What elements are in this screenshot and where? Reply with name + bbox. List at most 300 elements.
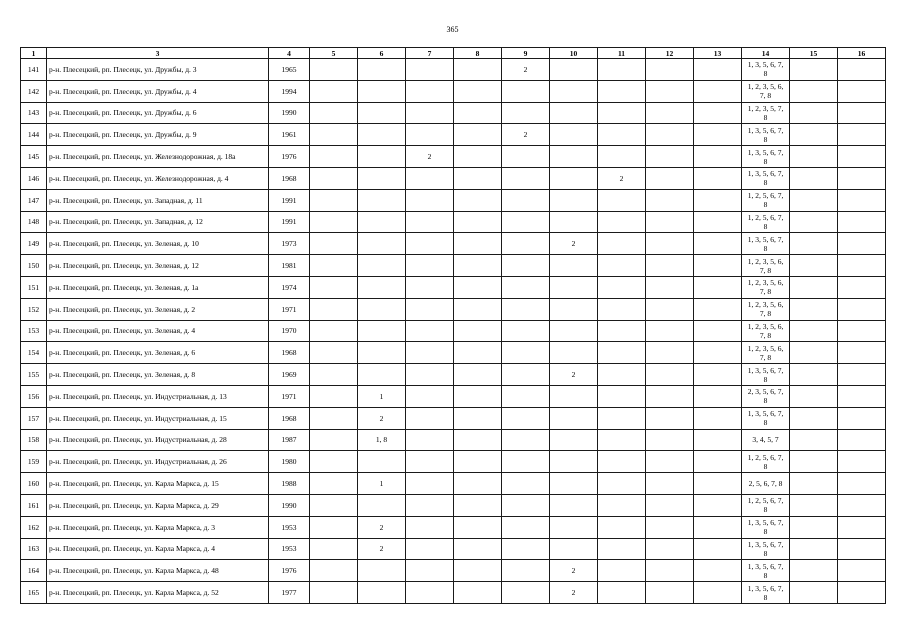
cell-col-8	[454, 233, 502, 255]
cell-col-13	[694, 80, 742, 102]
cell-col-7	[406, 189, 454, 211]
cell-col-14: 1, 2, 5, 6, 7, 8	[742, 211, 790, 233]
cell-col-9	[502, 451, 550, 473]
cell-col-15	[790, 385, 838, 407]
cell-col-6	[358, 146, 406, 168]
cell-col-5	[310, 211, 358, 233]
cell-col-5	[310, 102, 358, 124]
cell-col-14: 1, 2, 3, 5, 6, 7, 8	[742, 298, 790, 320]
cell-row-number: 143	[21, 102, 47, 124]
cell-col-7	[406, 429, 454, 451]
header-cell-row-number: 1	[21, 48, 47, 59]
cell-col-11	[598, 189, 646, 211]
cell-col-6	[358, 124, 406, 146]
cell-col-14: 1, 3, 5, 6, 7, 8	[742, 233, 790, 255]
cell-col-13	[694, 538, 742, 560]
cell-col-13	[694, 124, 742, 146]
cell-col-10: 2	[550, 233, 598, 255]
cell-col-14: 1, 3, 5, 6, 7, 8	[742, 560, 790, 582]
cell-col-8	[454, 211, 502, 233]
cell-col-14: 3, 4, 5, 7	[742, 429, 790, 451]
cell-col-14: 1, 3, 5, 6, 7, 8	[742, 146, 790, 168]
cell-col-14: 1, 3, 5, 6, 7, 8	[742, 59, 790, 81]
table-row	[21, 407, 886, 429]
cell-col-9	[502, 233, 550, 255]
cell-col-13	[694, 516, 742, 538]
cell-col-13	[694, 276, 742, 298]
cell-year: 1990	[269, 102, 310, 124]
cell-col-14: 1, 2, 3, 5, 6, 7, 8	[742, 320, 790, 342]
cell-col-9	[502, 516, 550, 538]
cell-col-15	[790, 342, 838, 364]
cell-col-7	[406, 255, 454, 277]
cell-col-10: 2	[550, 364, 598, 386]
cell-col-11	[598, 255, 646, 277]
header-cell-col-16: 16	[838, 48, 886, 59]
cell-col-5	[310, 516, 358, 538]
cell-col-7	[406, 80, 454, 102]
cell-year: 1953	[269, 538, 310, 560]
cell-col-9	[502, 385, 550, 407]
cell-col-5	[310, 385, 358, 407]
cell-address: р-н. Плесецкий, рп. Плесецк, ул. Дружбы, д. 6	[47, 102, 269, 124]
cell-col-9	[502, 582, 550, 604]
cell-col-12	[646, 364, 694, 386]
cell-col-9	[502, 146, 550, 168]
cell-col-7	[406, 516, 454, 538]
cell-col-7	[406, 407, 454, 429]
cell-address: р-н. Плесецкий, рп. Плесецк, ул. Зеленая, д. 12	[47, 255, 269, 277]
header-cell-col-8: 8	[454, 48, 502, 59]
cell-col-9	[502, 560, 550, 582]
cell-col-13	[694, 211, 742, 233]
cell-col-7	[406, 473, 454, 495]
cell-col-8	[454, 407, 502, 429]
cell-col-9	[502, 429, 550, 451]
table-row	[21, 167, 886, 189]
cell-address: р-н. Плесецкий, рп. Плесецк, ул. Зеленая, д. 4	[47, 320, 269, 342]
cell-col-9	[502, 255, 550, 277]
cell-row-number: 161	[21, 494, 47, 516]
cell-col-5	[310, 407, 358, 429]
cell-col-8	[454, 451, 502, 473]
cell-col-6: 2	[358, 516, 406, 538]
cell-year: 1974	[269, 276, 310, 298]
cell-col-15	[790, 59, 838, 81]
cell-col-13	[694, 320, 742, 342]
cell-col-10	[550, 473, 598, 495]
cell-col-7	[406, 320, 454, 342]
cell-col-10	[550, 516, 598, 538]
cell-col-13	[694, 146, 742, 168]
table-row	[21, 560, 886, 582]
cell-row-number: 147	[21, 189, 47, 211]
cell-col-12	[646, 538, 694, 560]
table-row	[21, 473, 886, 495]
cell-col-15	[790, 255, 838, 277]
cell-col-9	[502, 80, 550, 102]
cell-col-6: 1	[358, 385, 406, 407]
cell-year: 1981	[269, 255, 310, 277]
cell-col-16	[838, 211, 886, 233]
cell-address: р-н. Плесецкий, рп. Плесецк, ул. Индустриальная, д. 28	[47, 429, 269, 451]
cell-col-7	[406, 298, 454, 320]
cell-address: р-н. Плесецкий, рп. Плесецк, ул. Индустриальная, д. 15	[47, 407, 269, 429]
cell-col-11	[598, 494, 646, 516]
cell-col-11	[598, 364, 646, 386]
cell-col-6: 2	[358, 407, 406, 429]
table-row	[21, 59, 886, 81]
cell-year: 1994	[269, 80, 310, 102]
cell-address: р-н. Плесецкий, рп. Плесецк, ул. Карла Маркса, д. 29	[47, 494, 269, 516]
cell-col-16	[838, 124, 886, 146]
cell-address: р-н. Плесецкий, рп. Плесецк, ул. Зеленая, д. 6	[47, 342, 269, 364]
cell-col-15	[790, 124, 838, 146]
cell-col-11	[598, 102, 646, 124]
cell-col-7	[406, 342, 454, 364]
cell-col-14: 1, 2, 5, 6, 7, 8	[742, 494, 790, 516]
cell-col-15	[790, 407, 838, 429]
cell-col-13	[694, 407, 742, 429]
cell-col-15	[790, 364, 838, 386]
cell-col-5	[310, 582, 358, 604]
cell-col-8	[454, 516, 502, 538]
cell-row-number: 156	[21, 385, 47, 407]
cell-col-10	[550, 429, 598, 451]
cell-year: 1968	[269, 407, 310, 429]
cell-col-16	[838, 538, 886, 560]
cell-col-5	[310, 342, 358, 364]
table-row	[21, 102, 886, 124]
cell-col-9: 2	[502, 59, 550, 81]
table-row	[21, 124, 886, 146]
table-header	[21, 48, 886, 59]
cell-col-10	[550, 102, 598, 124]
cell-col-7	[406, 494, 454, 516]
cell-col-12	[646, 298, 694, 320]
header-cell-col-11: 11	[598, 48, 646, 59]
cell-col-5	[310, 320, 358, 342]
cell-col-5	[310, 124, 358, 146]
cell-col-7	[406, 124, 454, 146]
cell-address: р-н. Плесецкий, рп. Плесецк, ул. Карла Маркса, д. 3	[47, 516, 269, 538]
table-row	[21, 342, 886, 364]
cell-col-10	[550, 407, 598, 429]
cell-col-7	[406, 582, 454, 604]
cell-col-5	[310, 451, 358, 473]
cell-col-8	[454, 560, 502, 582]
table-row	[21, 255, 886, 277]
cell-col-8	[454, 473, 502, 495]
cell-col-6: 1	[358, 473, 406, 495]
cell-col-6: 2	[358, 538, 406, 560]
cell-col-16	[838, 385, 886, 407]
cell-col-9	[502, 167, 550, 189]
cell-col-15	[790, 582, 838, 604]
cell-col-9	[502, 473, 550, 495]
header-cell-col-10: 10	[550, 48, 598, 59]
cell-col-15	[790, 167, 838, 189]
cell-col-14: 1, 2, 3, 5, 6, 7, 8	[742, 342, 790, 364]
table-row	[21, 538, 886, 560]
table-row	[21, 582, 886, 604]
cell-col-13	[694, 364, 742, 386]
table-row	[21, 451, 886, 473]
cell-col-10	[550, 59, 598, 81]
cell-col-9	[502, 211, 550, 233]
cell-col-10	[550, 124, 598, 146]
cell-col-12	[646, 451, 694, 473]
cell-col-15	[790, 102, 838, 124]
cell-col-12	[646, 494, 694, 516]
cell-col-11	[598, 342, 646, 364]
cell-row-number: 164	[21, 560, 47, 582]
cell-col-5	[310, 494, 358, 516]
cell-col-13	[694, 298, 742, 320]
cell-col-13	[694, 385, 742, 407]
cell-col-12	[646, 320, 694, 342]
cell-year: 1976	[269, 146, 310, 168]
cell-col-16	[838, 146, 886, 168]
cell-col-15	[790, 146, 838, 168]
cell-col-7	[406, 364, 454, 386]
cell-address: р-н. Плесецкий, рп. Плесецк, ул. Карла Маркса, д. 52	[47, 582, 269, 604]
cell-address: р-н. Плесецкий, рп. Плесецк, ул. Западная, д. 11	[47, 189, 269, 211]
cell-col-6	[358, 276, 406, 298]
cell-col-5	[310, 429, 358, 451]
cell-col-7	[406, 538, 454, 560]
cell-col-11	[598, 146, 646, 168]
cell-col-15	[790, 516, 838, 538]
cell-col-14: 1, 3, 5, 6, 7, 8	[742, 167, 790, 189]
cell-col-16	[838, 407, 886, 429]
cell-col-9	[502, 494, 550, 516]
cell-col-13	[694, 451, 742, 473]
cell-row-number: 165	[21, 582, 47, 604]
cell-year: 1990	[269, 494, 310, 516]
cell-col-7	[406, 276, 454, 298]
cell-col-6	[358, 494, 406, 516]
cell-col-6	[358, 189, 406, 211]
cell-col-8	[454, 298, 502, 320]
cell-col-16	[838, 451, 886, 473]
cell-col-7	[406, 211, 454, 233]
table-row	[21, 429, 886, 451]
cell-col-12	[646, 59, 694, 81]
cell-col-11	[598, 560, 646, 582]
cell-col-11	[598, 320, 646, 342]
cell-col-6	[358, 298, 406, 320]
cell-col-12	[646, 146, 694, 168]
cell-col-14: 1, 2, 5, 6, 7, 8	[742, 451, 790, 473]
cell-col-11	[598, 473, 646, 495]
cell-col-5	[310, 473, 358, 495]
cell-col-16	[838, 342, 886, 364]
cell-row-number: 154	[21, 342, 47, 364]
header-row	[21, 48, 886, 59]
table-row	[21, 320, 886, 342]
cell-row-number: 141	[21, 59, 47, 81]
cell-col-11	[598, 276, 646, 298]
cell-col-8	[454, 429, 502, 451]
cell-row-number: 149	[21, 233, 47, 255]
cell-col-7	[406, 102, 454, 124]
cell-col-15	[790, 473, 838, 495]
cell-col-16	[838, 189, 886, 211]
cell-col-13	[694, 582, 742, 604]
cell-col-13	[694, 255, 742, 277]
cell-col-10	[550, 342, 598, 364]
cell-col-10	[550, 385, 598, 407]
cell-col-10	[550, 189, 598, 211]
table-row	[21, 211, 886, 233]
cell-col-14: 2, 5, 6, 7, 8	[742, 473, 790, 495]
cell-col-16	[838, 233, 886, 255]
cell-col-8	[454, 80, 502, 102]
cell-col-15	[790, 211, 838, 233]
cell-col-8	[454, 189, 502, 211]
cell-col-6	[358, 80, 406, 102]
cell-col-9	[502, 320, 550, 342]
cell-col-9	[502, 538, 550, 560]
cell-col-12	[646, 516, 694, 538]
table-body	[21, 59, 886, 604]
cell-year: 1961	[269, 124, 310, 146]
cell-col-14: 1, 3, 5, 6, 7, 8	[742, 364, 790, 386]
header-cell-col-14: 14	[742, 48, 790, 59]
cell-year: 1973	[269, 233, 310, 255]
cell-col-10	[550, 451, 598, 473]
cell-col-11	[598, 211, 646, 233]
cell-col-12	[646, 102, 694, 124]
cell-col-16	[838, 582, 886, 604]
table-row	[21, 298, 886, 320]
cell-col-16	[838, 364, 886, 386]
cell-col-14: 1, 3, 5, 6, 7, 8	[742, 516, 790, 538]
cell-col-7	[406, 167, 454, 189]
cell-col-15	[790, 298, 838, 320]
cell-col-11	[598, 385, 646, 407]
cell-col-16	[838, 80, 886, 102]
cell-col-13	[694, 494, 742, 516]
cell-col-11	[598, 298, 646, 320]
cell-col-6	[358, 582, 406, 604]
cell-col-12	[646, 233, 694, 255]
cell-year: 1991	[269, 211, 310, 233]
cell-year: 1970	[269, 320, 310, 342]
cell-col-7	[406, 59, 454, 81]
cell-row-number: 151	[21, 276, 47, 298]
cell-address: р-н. Плесецкий, рп. Плесецк, ул. Карла Маркса, д. 48	[47, 560, 269, 582]
header-cell-year: 4	[269, 48, 310, 59]
cell-row-number: 145	[21, 146, 47, 168]
cell-col-6	[358, 102, 406, 124]
table-row	[21, 364, 886, 386]
cell-col-7: 2	[406, 146, 454, 168]
cell-col-8	[454, 385, 502, 407]
cell-address: р-н. Плесецкий, рп. Плесецк, ул. Индустриальная, д. 13	[47, 385, 269, 407]
cell-col-10	[550, 494, 598, 516]
cell-col-9	[502, 364, 550, 386]
cell-col-10	[550, 211, 598, 233]
cell-col-16	[838, 298, 886, 320]
cell-col-10: 2	[550, 560, 598, 582]
cell-col-16	[838, 473, 886, 495]
cell-row-number: 155	[21, 364, 47, 386]
cell-col-6	[358, 211, 406, 233]
cell-col-5	[310, 276, 358, 298]
cell-col-12	[646, 385, 694, 407]
cell-year: 1965	[269, 59, 310, 81]
cell-col-12	[646, 189, 694, 211]
cell-row-number: 158	[21, 429, 47, 451]
registry-table	[20, 47, 886, 604]
cell-col-5	[310, 80, 358, 102]
cell-col-15	[790, 538, 838, 560]
header-cell-col-9: 9	[502, 48, 550, 59]
table-row	[21, 80, 886, 102]
header-cell-col-12: 12	[646, 48, 694, 59]
cell-col-8	[454, 102, 502, 124]
cell-address: р-н. Плесецкий, рп. Плесецк, ул. Западная, д. 12	[47, 211, 269, 233]
cell-address: р-н. Плесецкий, рп. Плесецк, ул. Индустриальная, д. 26	[47, 451, 269, 473]
cell-row-number: 160	[21, 473, 47, 495]
header-cell-col-15: 15	[790, 48, 838, 59]
cell-col-16	[838, 320, 886, 342]
cell-col-14: 1, 2, 3, 5, 6, 7, 8	[742, 255, 790, 277]
cell-year: 1988	[269, 473, 310, 495]
cell-col-6	[358, 167, 406, 189]
cell-col-15	[790, 429, 838, 451]
cell-address: р-н. Плесецкий, рп. Плесецк, ул. Зеленая, д. 10	[47, 233, 269, 255]
cell-col-6	[358, 59, 406, 81]
cell-col-11	[598, 124, 646, 146]
cell-col-14: 1, 3, 5, 6, 7, 8	[742, 538, 790, 560]
cell-col-15	[790, 189, 838, 211]
cell-col-11	[598, 80, 646, 102]
cell-col-13	[694, 189, 742, 211]
cell-col-5	[310, 233, 358, 255]
cell-col-12	[646, 407, 694, 429]
cell-col-8	[454, 320, 502, 342]
cell-row-number: 150	[21, 255, 47, 277]
cell-col-7	[406, 385, 454, 407]
cell-col-6	[358, 342, 406, 364]
cell-address: р-н. Плесецкий, рп. Плесецк, ул. Карла Маркса, д. 4	[47, 538, 269, 560]
cell-col-6	[358, 320, 406, 342]
cell-col-11: 2	[598, 167, 646, 189]
cell-col-12	[646, 211, 694, 233]
cell-col-12	[646, 255, 694, 277]
cell-row-number: 153	[21, 320, 47, 342]
cell-col-15	[790, 80, 838, 102]
cell-col-13	[694, 473, 742, 495]
cell-col-13	[694, 560, 742, 582]
cell-year: 1971	[269, 385, 310, 407]
cell-address: р-н. Плесецкий, рп. Плесецк, ул. Зеленая, д. 8	[47, 364, 269, 386]
cell-col-12	[646, 582, 694, 604]
cell-col-13	[694, 167, 742, 189]
cell-col-15	[790, 560, 838, 582]
cell-col-14: 2, 3, 5, 6, 7, 8	[742, 385, 790, 407]
cell-col-8	[454, 167, 502, 189]
cell-col-10: 2	[550, 582, 598, 604]
cell-col-15	[790, 451, 838, 473]
cell-col-16	[838, 494, 886, 516]
cell-col-12	[646, 473, 694, 495]
table-row	[21, 233, 886, 255]
cell-col-8	[454, 582, 502, 604]
